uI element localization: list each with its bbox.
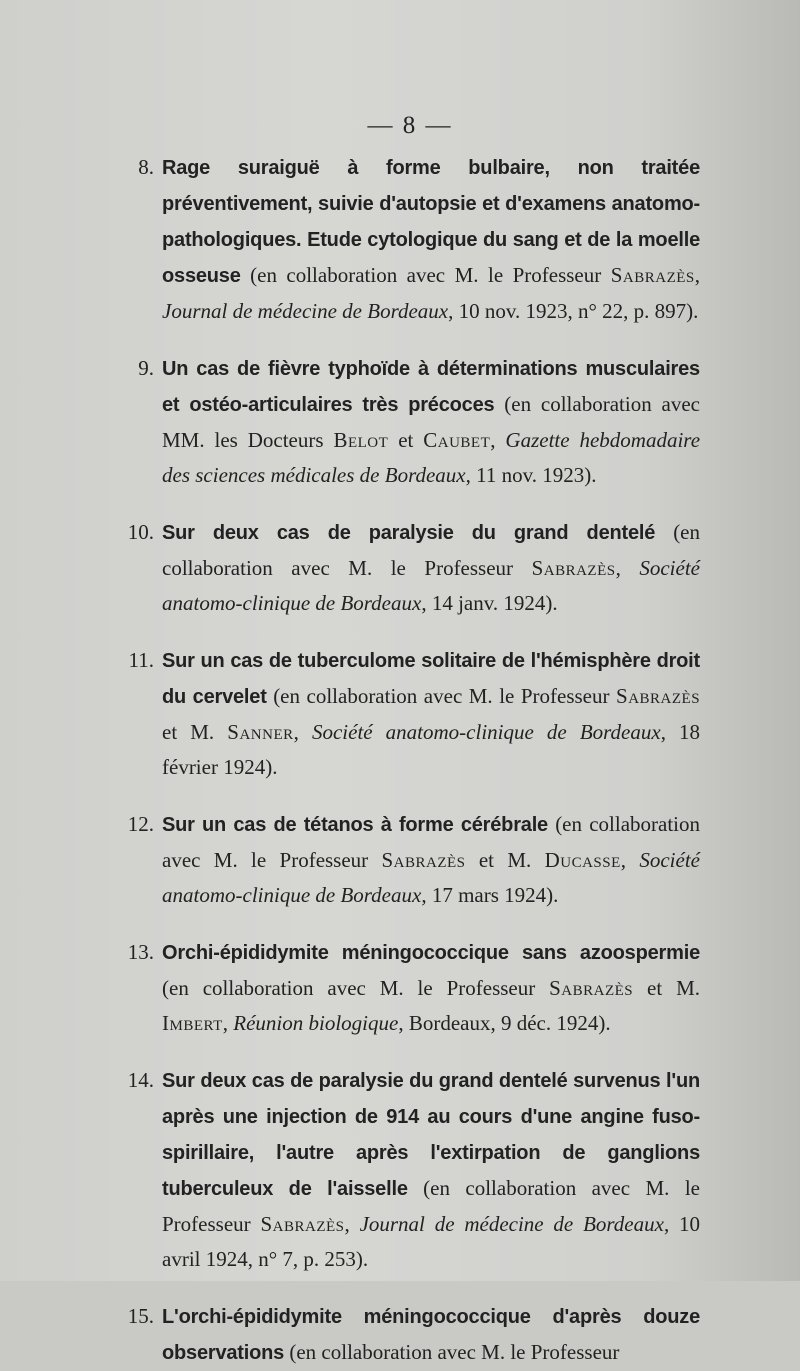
citation-details: , 17 mars 1924). [421, 883, 559, 907]
list-item [138, 351, 701, 493]
separator: , [694, 263, 700, 287]
entry-title: Orchi-épididymite méningococcique sans azoospermie [162, 942, 700, 964]
separator: , [344, 1212, 350, 1236]
list-item [127, 807, 700, 913]
entry-number: 9. [138, 356, 154, 380]
author-name: Sabrazès [260, 1212, 345, 1236]
entry-number: 13. [127, 940, 154, 964]
entry-collab: (en collaboration avec M. le Professeur [250, 263, 602, 287]
author-name: Sabrazès [610, 263, 695, 287]
author-name: Ducasse [544, 848, 621, 872]
page-number: — 8 — [367, 112, 453, 139]
entry-text [162, 150, 700, 329]
separator: , [620, 848, 627, 872]
author-name: Sanner [227, 720, 294, 744]
journal-name: Journal de médecine de Bordeaux [359, 1212, 664, 1236]
journal-name: Société anatomo-clinique de Bordeaux [311, 720, 661, 744]
entry-title: Un cas de fièvre typhoïde à déterminations musculaires et ostéo-articulaires très précoces [162, 358, 700, 416]
entry-text [162, 515, 700, 621]
entry-title: L'orchi-épididymite méningococcique d'après douze observations [162, 1306, 700, 1364]
author-name: Imbert [162, 1011, 223, 1035]
separator: et M. [478, 848, 532, 872]
entry-title: Sur deux cas de paralysie du grand dentelé survenus l'un après une injection de 914 au cours d'une angine fuso-spirillaire, l'autre après l'extirpation de ganglions tuberculeux de l'aisselle [162, 1070, 700, 1200]
entry-text [162, 351, 700, 493]
list-item [127, 1299, 700, 1371]
entry-title: Sur un cas de tétanos à forme cérébrale [162, 814, 548, 836]
list-item [138, 150, 700, 329]
list-item [127, 935, 701, 1041]
citation-details: , Bordeaux, 9 déc. 1924). [398, 1011, 611, 1035]
list-item [128, 643, 701, 785]
entry-collab: (en collaboration avec M. le Professeur [162, 976, 536, 1000]
entry-number: 12. [127, 812, 154, 836]
separator: , [615, 556, 621, 580]
entry-text [162, 807, 700, 913]
separator: et M. [162, 720, 215, 744]
entry-number: 10. [127, 520, 154, 544]
citation-details: , 10 nov. 1923, n° 22, p. 897). [448, 299, 699, 323]
entry-title: Sur deux cas de paralysie du grand dentelé [162, 522, 656, 544]
entry-collab: (en collaboration avec MM. les Docteurs [162, 392, 700, 452]
entry-collab: (en collaboration avec M. le Professeur [162, 520, 701, 580]
citation-details: , 11 nov. 1923). [465, 463, 597, 487]
author-name: Sabrazès [549, 976, 634, 1000]
separator: , [293, 720, 299, 744]
entry-collab: (en collaboration avec M. le Professeur [289, 1340, 620, 1364]
list-item [127, 1063, 700, 1277]
entry-number: 14. [127, 1068, 154, 1092]
publication-list [0, 150, 800, 1371]
author-name: Sabrazès [531, 556, 616, 580]
entry-number: 8. [138, 155, 154, 179]
entry-number: 11. [128, 648, 154, 672]
entry-text [162, 935, 700, 1041]
entry-number: 15. [127, 1304, 154, 1328]
journal-name: Société anatomo-clinique de Bordeaux [162, 848, 700, 907]
separator: et [398, 428, 414, 452]
citation-details: , 10 avril 1924, n° 7, p. 253). [162, 1212, 700, 1271]
citation-details: , 14 janv. 1924). [421, 591, 558, 615]
entry-text [162, 1063, 700, 1277]
entry-collab: (en collaboration avec M. le Professeur [162, 812, 700, 872]
citation-details: , 18 février 1924). [162, 720, 701, 779]
entry-title: Rage suraiguë à forme bulbaire, non traitée préventivement, suivie d'autopsie et d'examens anatomo-pathologiques. Etude cytologique du sang et de la moelle osseuse [162, 157, 700, 287]
entry-title: Sur un cas de tuberculome solitaire de l'hémisphère droit du cervelet [162, 650, 700, 708]
journal-name: Journal de médecine de Bordeaux [162, 299, 449, 323]
journal-name: Réunion biologique [233, 1011, 399, 1035]
journal-name: Gazette hebdomadaire des sciences médicales de Bordeaux [162, 428, 701, 487]
author-name: Belot [333, 428, 389, 452]
list-item [127, 515, 701, 621]
author-name: Caubet [423, 428, 491, 452]
entry-text [162, 643, 700, 785]
entry-text [162, 1299, 700, 1371]
author-name: Sabrazès [381, 848, 466, 872]
separator: , [222, 1011, 229, 1035]
entry-collab: (en collaboration avec M. le Professeur [162, 1176, 700, 1236]
separator: et M. [647, 976, 701, 1000]
author-name: Sabrazès [616, 684, 701, 708]
journal-name: Société anatomo-clinique de Bordeaux [162, 556, 700, 615]
separator: , [490, 428, 496, 452]
entry-collab: (en collaboration avec M. le Professeur [273, 684, 610, 708]
